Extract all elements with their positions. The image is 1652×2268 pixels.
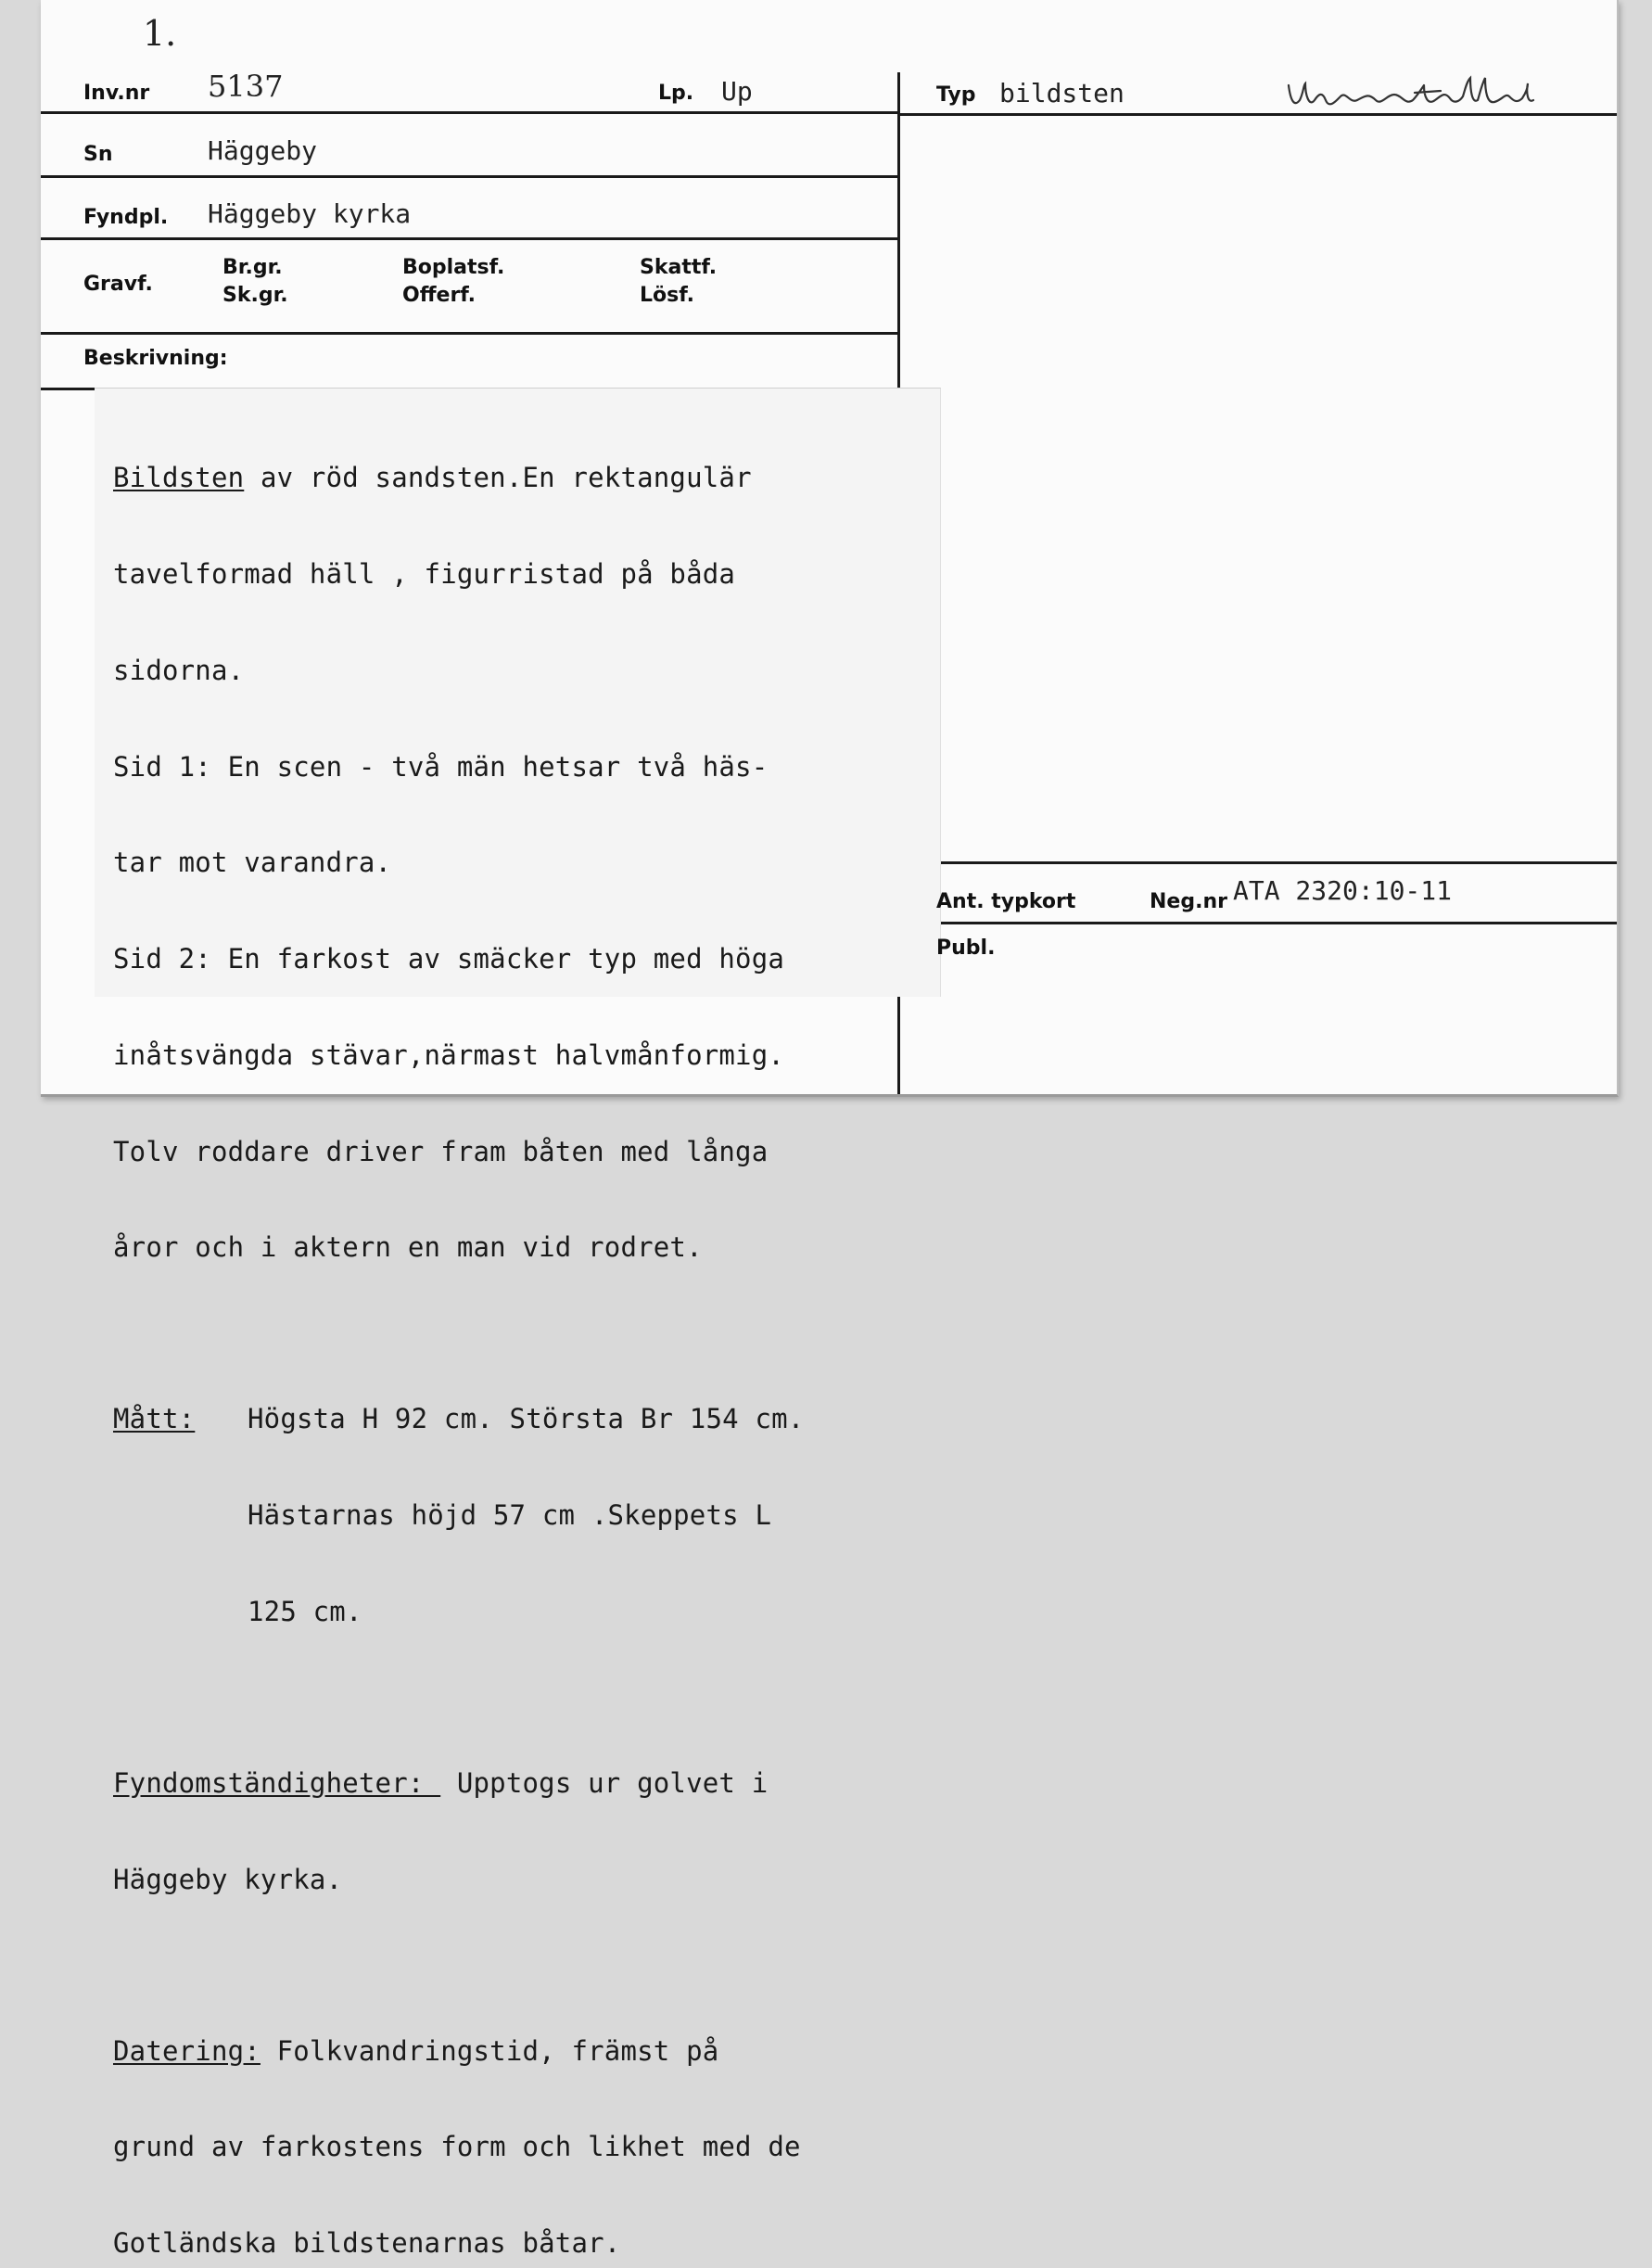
description-line-7: inåtsvängda stävar,närmast halvmånformig.	[113, 1038, 785, 1071]
rule-inv	[41, 111, 899, 114]
description-line-4: Sid 1: En scen - två män hetsar två häs-	[113, 750, 769, 783]
inv-nr-value: 5137	[208, 69, 284, 104]
inv-nr-label: Inv.nr	[83, 82, 150, 105]
rule-ant-top	[899, 861, 1617, 864]
description-bildsten-word: Bildsten	[113, 462, 245, 494]
matt-line-2: Hästarnas höjd 57 cm .Skeppets L	[248, 1499, 772, 1532]
description-text	[113, 398, 938, 2268]
sn-value: Häggeby	[208, 135, 318, 166]
neg-nr-label: Neg.nr	[1150, 890, 1227, 913]
matt-line-3: 125 cm.	[248, 1595, 362, 1627]
rule-gravf	[41, 332, 899, 335]
fyndomstandigheter-label: Fyndomständigheter:	[113, 1766, 441, 1799]
description-line-2: tavelformad häll , figurristad på båda	[113, 557, 736, 590]
gravf-option-skgr: Sk.gr.	[222, 284, 288, 307]
handwritten-note-utstalld	[1285, 72, 1535, 119]
lp-label: Lp.	[658, 82, 694, 105]
datering-label: Datering:	[113, 2034, 261, 2067]
rule-ant-bottom	[899, 922, 1617, 924]
fyndomstandigheter-line-2: Häggeby kyrka.	[113, 1863, 343, 1895]
description-line-8: Tolv roddare driver fram båten med långa	[113, 1135, 769, 1167]
matt-line-1: Högsta H 92 cm. Största Br 154 cm.	[248, 1403, 805, 1435]
sn-label: Sn	[83, 143, 113, 166]
ant-typkort-label: Ant. typkort	[936, 890, 1076, 913]
gravf-option-offerf: Offerf.	[402, 284, 477, 307]
datering-line-2: grund av farkostens form och likhet med de	[113, 2131, 801, 2163]
publ-label: Publ.	[936, 937, 996, 960]
catalog-card	[41, 0, 1619, 2260]
datering-line-1: Folkvandringstid, främst på	[260, 2034, 719, 2067]
typ-value: bildsten	[999, 78, 1125, 108]
description-line-6: Sid 2: En farkost av smäcker typ med höga	[113, 943, 785, 975]
matt-label: Mått:	[113, 1403, 196, 1435]
lp-value: Up	[721, 76, 753, 107]
description-slip	[95, 388, 941, 2260]
rule-sn	[41, 175, 899, 178]
rule-fyndpl	[41, 237, 899, 240]
beskrivning-label: Beskrivning:	[83, 347, 228, 370]
description-line-1: av röd sandsten.En rektangulär	[244, 462, 752, 494]
gravf-option-losf: Lösf.	[640, 284, 694, 307]
fyndpl-label: Fyndpl.	[83, 206, 169, 229]
gravf-option-brgr: Br.gr.	[222, 256, 283, 279]
neg-nr-value: ATA 2320:10-11	[1233, 875, 1453, 906]
fyndomstandigheter-line-1: Upptogs ur golvet i	[440, 1766, 769, 1799]
description-line-5: tar mot varandra.	[113, 847, 392, 879]
datering-line-3: Gotländska bildstenarnas båtar.	[113, 2227, 621, 2260]
corner-number: 1.	[143, 13, 177, 54]
typ-label: Typ	[936, 83, 976, 107]
gravf-option-boplatsf: Boplatsf.	[402, 256, 505, 279]
description-line-3: sidorna.	[113, 654, 245, 686]
gravf-option-skattf: Skattf.	[640, 256, 718, 279]
description-line-9: åror och i aktern en man vid rodret.	[113, 1231, 703, 1264]
fyndpl-value: Häggeby kyrka	[208, 198, 412, 229]
gravf-label: Gravf.	[83, 273, 153, 296]
